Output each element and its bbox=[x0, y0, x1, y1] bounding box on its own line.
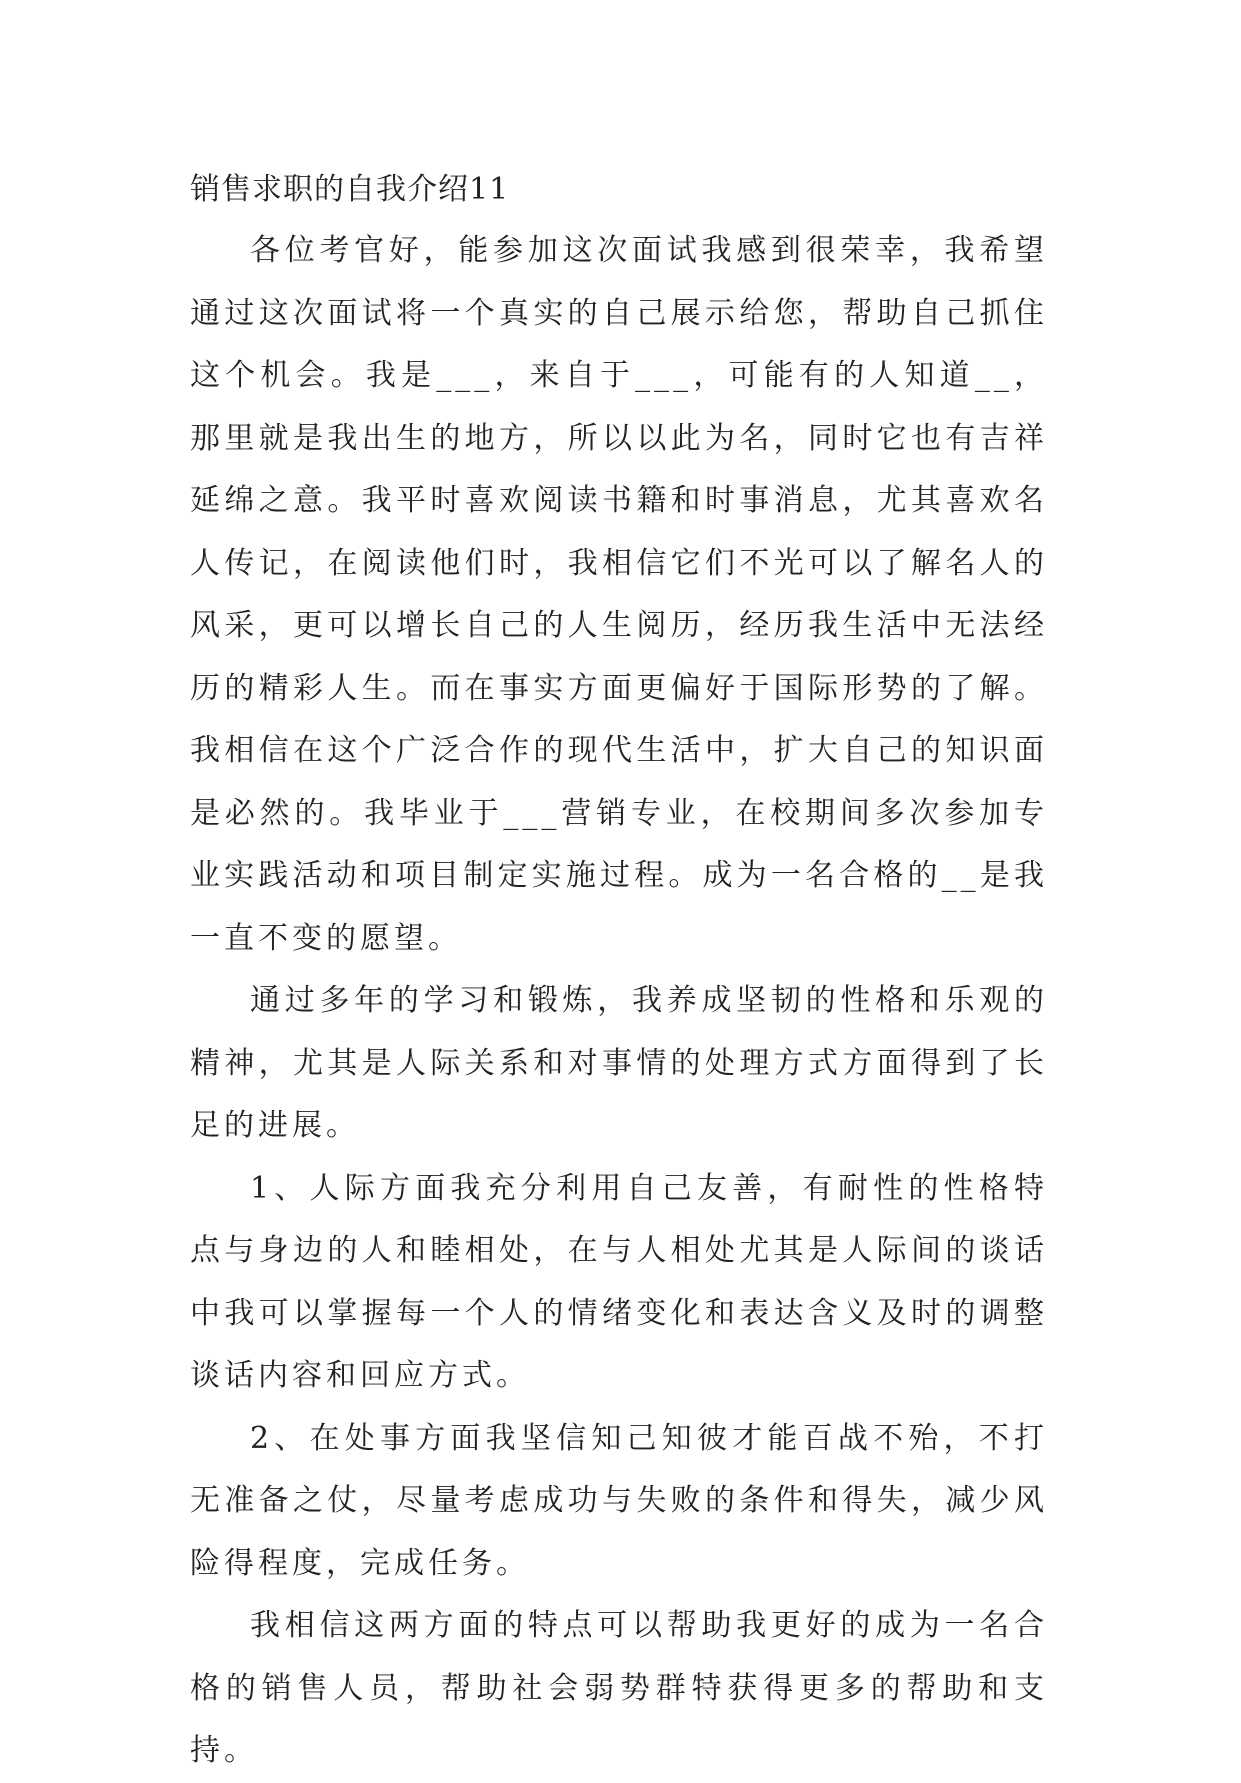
paragraph-intro: 各位考官好，能参加这次面试我感到很荣幸，我希望通过这次面试将一个真实的自己展示给您，帮助自己抓住这个机会。我是___，来自于___，可能有的人知道__，那里就是我出生的地方，所以以此为名，同时它也有吉祥延绵之意。我平时喜欢阅读书籍和时事消息，尤其喜欢名人传记，在阅读他们时，我相信它们不光可以了解名人的风采，更可以增长自己的人生阅历，经历我生活中无法经历的精彩人生。而在事实方面更偏好于国际形势的了解。我相信在这个广泛合作的现代生活中，扩大自己的知识面是必然的。我毕业于___营销专业，在校期间多次参加专业实践活动和项目制定实施过程。成为一名合格的__是我一直不变的愿望。 bbox=[190, 233, 1048, 956]
paragraph-growth: 通过多年的学习和锻炼，我养成坚韧的性格和乐观的精神，尤其是人际关系和对事情的处理方式方面得到了长足的进展。 bbox=[190, 983, 1048, 1143]
paragraph-conclusion: 我相信这两方面的特点可以帮助我更好的成为一名合格的销售人员，帮助社会弱势群特获得更多的帮助和支持。 bbox=[190, 1608, 1048, 1768]
document-body bbox=[190, 160, 1048, 1783]
paragraph-point-2: 2、在处事方面我坚信知己知彼才能百战不殆，不打无准备之仗，尽量考虑成功与失败的条件和得失，减少风险得程度，完成任务。 bbox=[190, 1420, 1048, 1581]
document-title: 销售求职的自我介绍11 bbox=[190, 172, 510, 207]
paragraph-point-1: 1、人际方面我充分利用自己友善，有耐性的性格特点与身边的人和睦相处，在与人相处尤其是人际间的谈话中我可以掌握每一个人的情绪变化和表达含义及时的调整谈话内容和回应方式。 bbox=[190, 1170, 1048, 1393]
